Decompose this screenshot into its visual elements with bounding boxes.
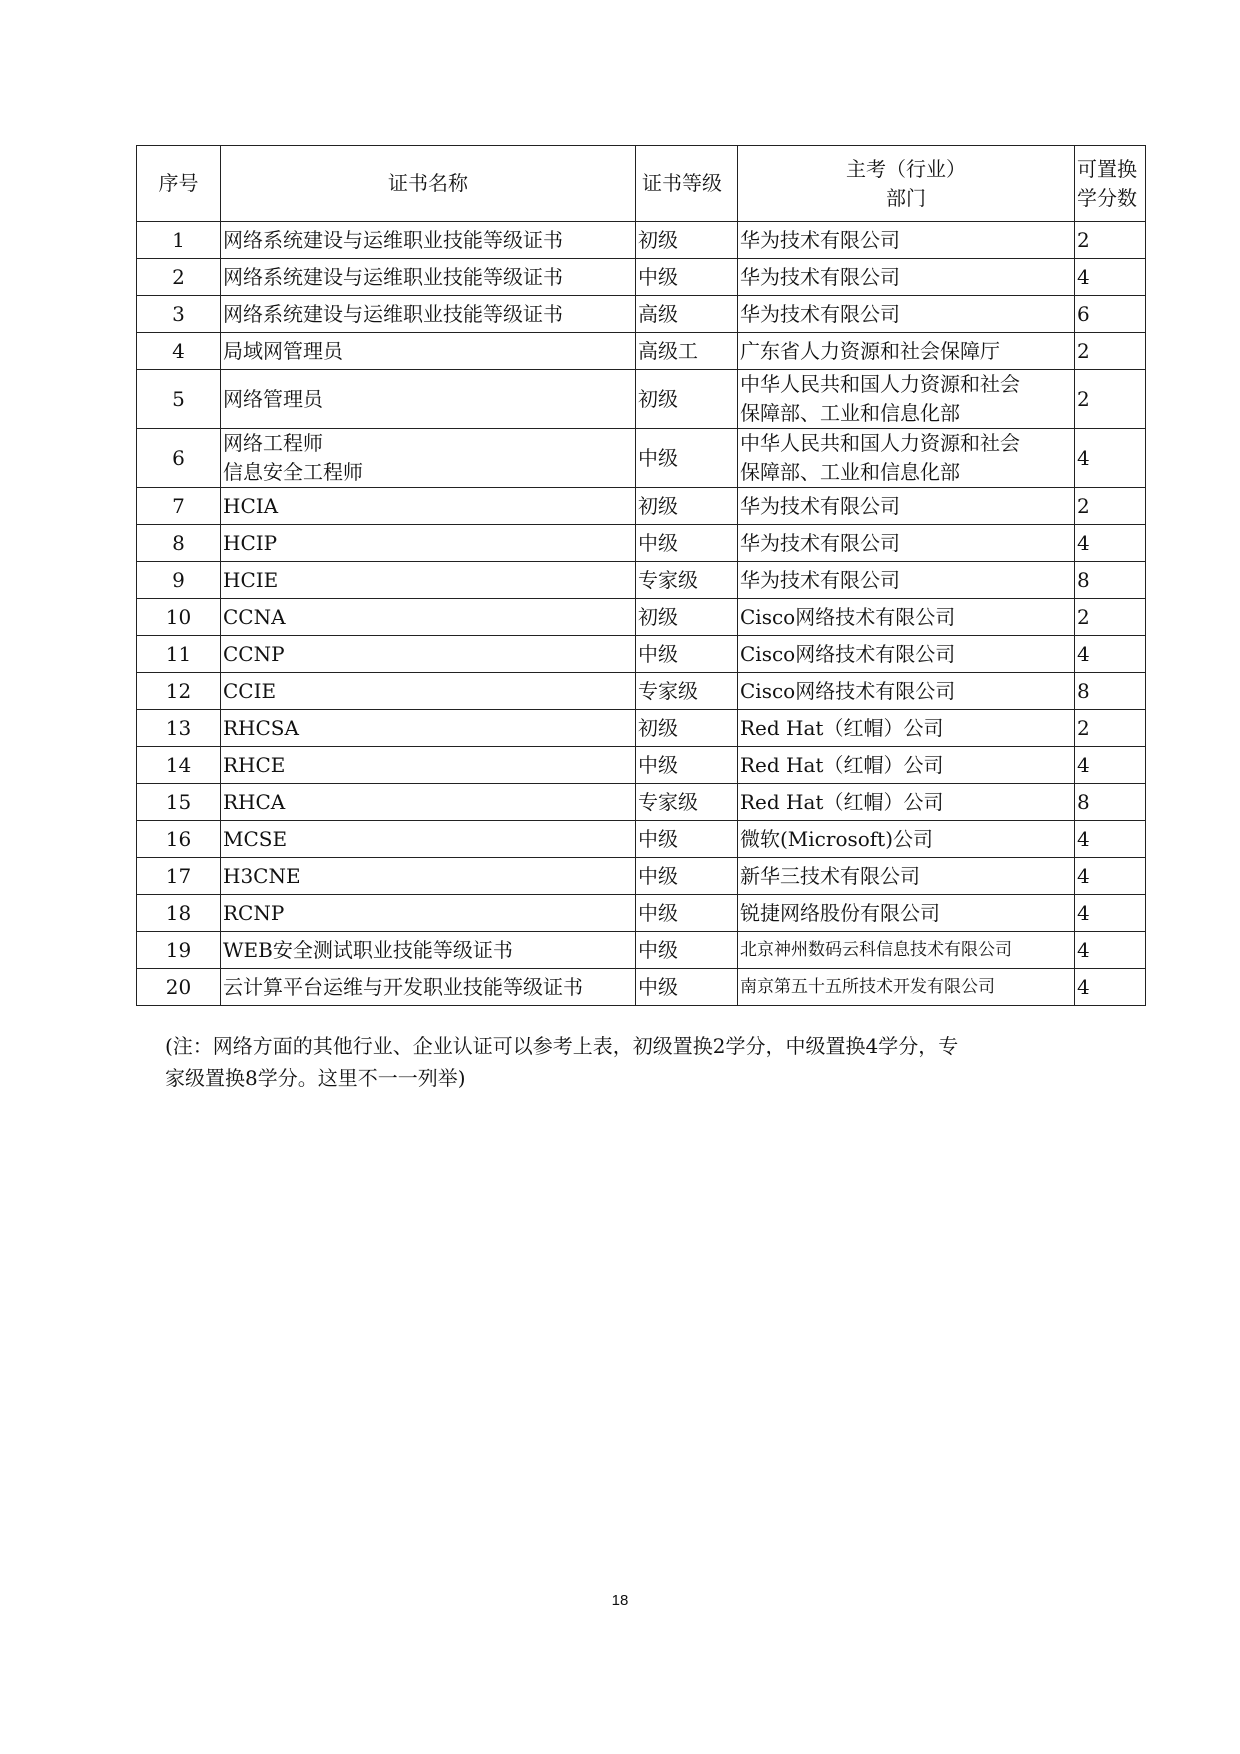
- dept-line: Cisco网络技术有限公司: [740, 604, 956, 629]
- page-number: 18: [611, 1592, 629, 1609]
- cell-credits: 2: [1075, 370, 1146, 429]
- cell-no: 1: [137, 222, 221, 259]
- cell-dept: [738, 747, 1075, 784]
- cell-cert-name: [221, 296, 636, 333]
- cell-cert-level: 中级: [636, 259, 738, 296]
- cell-credits: 6: [1075, 296, 1146, 333]
- cell-cert-name: [221, 858, 636, 895]
- cell-dept: [738, 673, 1075, 710]
- table-row: [137, 932, 1146, 969]
- cert-name-line: RCNP: [223, 900, 285, 925]
- cert-name-line: CCIE: [223, 678, 277, 703]
- table-row: [137, 296, 1146, 333]
- dept-line: Cisco网络技术有限公司: [740, 678, 956, 703]
- cell-cert-name: [221, 969, 636, 1006]
- cell-cert-level: 专家级: [636, 784, 738, 821]
- header-cert-name: 证书名称: [221, 146, 636, 222]
- cell-cert-level: 初级: [636, 488, 738, 525]
- cell-cert-level: 中级: [636, 821, 738, 858]
- certificate-table: [136, 145, 1146, 1006]
- cell-no: 6: [137, 429, 221, 488]
- cell-cert-name: [221, 932, 636, 969]
- dept-line: 中华人民共和国人力资源和社会: [740, 372, 1020, 396]
- cert-name-line: CCNA: [223, 604, 286, 629]
- cell-cert-name: [221, 636, 636, 673]
- cell-cert-name: [221, 895, 636, 932]
- dept-line: 北京神州数码云科信息技术有限公司: [740, 939, 1012, 960]
- cell-no: 2: [137, 259, 221, 296]
- cell-cert-level: 初级: [636, 370, 738, 429]
- cell-no: 8: [137, 525, 221, 562]
- cell-credits: 8: [1075, 673, 1146, 710]
- cell-cert-name: [221, 222, 636, 259]
- cell-credits: 8: [1075, 784, 1146, 821]
- cell-cert-level: 中级: [636, 895, 738, 932]
- dept-line: Cisco网络技术有限公司: [740, 641, 956, 666]
- cert-name-line: 网络系统建设与运维职业技能等级证书: [223, 301, 563, 326]
- cell-no: 10: [137, 599, 221, 636]
- cell-cert-name: [221, 710, 636, 747]
- header-dept-line1: 主考（行业）: [846, 156, 966, 181]
- cell-credits: 4: [1075, 858, 1146, 895]
- cell-cert-level: 中级: [636, 932, 738, 969]
- cell-cert-name: [221, 259, 636, 296]
- cell-cert-level: 初级: [636, 222, 738, 259]
- cert-name-line: 网络系统建设与运维职业技能等级证书: [223, 227, 563, 252]
- table-row: [137, 429, 1146, 488]
- cell-dept: [738, 599, 1075, 636]
- cell-credits: 4: [1075, 895, 1146, 932]
- cell-no: 19: [137, 932, 221, 969]
- cell-credits: 4: [1075, 969, 1146, 1006]
- cell-no: 17: [137, 858, 221, 895]
- cert-name-line: HCIA: [223, 493, 279, 518]
- cell-dept: [738, 429, 1075, 488]
- cell-dept: [738, 296, 1075, 333]
- dept-line: Red Hat（红帽）公司: [740, 752, 944, 777]
- cell-cert-level: 中级: [636, 525, 738, 562]
- dept-line: 华为技术有限公司: [740, 530, 900, 555]
- cell-no: 15: [137, 784, 221, 821]
- table-row: [137, 562, 1146, 599]
- cell-dept: [738, 821, 1075, 858]
- cell-dept: [738, 710, 1075, 747]
- dept-line: 新华三技术有限公司: [740, 863, 920, 888]
- dept-line: 微软(Microsoft)公司: [740, 826, 934, 851]
- cert-name-line: MCSE: [223, 826, 288, 851]
- dept-line: 华为技术有限公司: [740, 227, 900, 252]
- cell-cert-name: [221, 333, 636, 370]
- cert-name-line: CCNP: [223, 641, 285, 666]
- cell-credits: 2: [1075, 222, 1146, 259]
- cell-cert-name: [221, 562, 636, 599]
- table-header-row: [137, 146, 1146, 222]
- dept-line: 保障部、工业和信息化部: [740, 401, 960, 425]
- cell-dept: [738, 370, 1075, 429]
- cell-cert-name: [221, 784, 636, 821]
- header-dept: [738, 146, 1075, 222]
- table-row: [137, 599, 1146, 636]
- cell-dept: [738, 222, 1075, 259]
- note-line-1: (注：网络方面的其他行业、企业认证可以参考上表，初级置换2学分，中级置换4学分，专: [165, 1034, 959, 1058]
- cell-no: 7: [137, 488, 221, 525]
- table-row: [137, 710, 1146, 747]
- cell-cert-name: [221, 370, 636, 429]
- cell-no: 4: [137, 333, 221, 370]
- cell-dept: [738, 858, 1075, 895]
- cert-name-line: 信息安全工程师: [223, 460, 363, 484]
- cell-cert-level: 专家级: [636, 673, 738, 710]
- note-line-2: 家级置换8学分。这里不一一列举): [165, 1066, 466, 1090]
- cell-credits: 4: [1075, 429, 1146, 488]
- cell-cert-name: [221, 599, 636, 636]
- cell-cert-level: 中级: [636, 969, 738, 1006]
- cell-cert-level: 高级工: [636, 333, 738, 370]
- table-row: [137, 636, 1146, 673]
- cert-name-line: 网络管理员: [223, 386, 323, 411]
- cell-cert-level: 初级: [636, 710, 738, 747]
- dept-line: 中华人民共和国人力资源和社会: [740, 431, 1020, 455]
- cell-cert-name: [221, 747, 636, 784]
- dept-line: 华为技术有限公司: [740, 493, 900, 518]
- table-body: [137, 222, 1146, 1006]
- cell-cert-level: 中级: [636, 429, 738, 488]
- table-row: [137, 222, 1146, 259]
- dept-line: 华为技术有限公司: [740, 301, 900, 326]
- dept-line: 华为技术有限公司: [740, 264, 900, 289]
- cell-no: 16: [137, 821, 221, 858]
- cell-credits: 4: [1075, 636, 1146, 673]
- cert-name-line: 网络系统建设与运维职业技能等级证书: [223, 264, 563, 289]
- dept-line: 南京第五十五所技术开发有限公司: [740, 976, 995, 997]
- cell-credits: 8: [1075, 562, 1146, 599]
- cell-cert-level: 高级: [636, 296, 738, 333]
- table-row: [137, 895, 1146, 932]
- cell-dept: [738, 636, 1075, 673]
- dept-line: Red Hat（红帽）公司: [740, 789, 944, 814]
- cell-no: 9: [137, 562, 221, 599]
- cell-cert-name: [221, 429, 636, 488]
- cell-no: 11: [137, 636, 221, 673]
- cert-name-line: 网络工程师: [223, 431, 323, 455]
- dept-line: 广东省人力资源和社会保障厅: [740, 338, 1000, 363]
- table-row: [137, 821, 1146, 858]
- cert-name-line: WEB安全测试职业技能等级证书: [223, 937, 513, 962]
- cell-credits: 4: [1075, 259, 1146, 296]
- cell-credits: 2: [1075, 710, 1146, 747]
- cell-no: 18: [137, 895, 221, 932]
- cell-no: 5: [137, 370, 221, 429]
- cert-name-line: RHCE: [223, 752, 286, 777]
- header-credits-line2: 学分数: [1077, 185, 1137, 210]
- header-credits-line1: 可置换: [1077, 156, 1137, 181]
- cell-no: 13: [137, 710, 221, 747]
- table-row: [137, 488, 1146, 525]
- cell-dept: [738, 488, 1075, 525]
- cell-cert-level: 中级: [636, 858, 738, 895]
- cell-cert-name: [221, 525, 636, 562]
- table-row: [137, 673, 1146, 710]
- cell-no: 3: [137, 296, 221, 333]
- cell-dept: [738, 525, 1075, 562]
- header-cert-level: 证书等级: [636, 146, 738, 222]
- header-credits: [1075, 146, 1146, 222]
- cert-name-line: 局域网管理员: [223, 338, 343, 363]
- cell-dept: [738, 562, 1075, 599]
- dept-line: Red Hat（红帽）公司: [740, 715, 944, 740]
- cell-credits: 2: [1075, 333, 1146, 370]
- cell-credits: 4: [1075, 821, 1146, 858]
- cert-name-line: RHCSA: [223, 715, 299, 740]
- cell-no: 12: [137, 673, 221, 710]
- cert-name-line: RHCA: [223, 789, 286, 814]
- dept-line: 华为技术有限公司: [740, 567, 900, 592]
- table-row: [137, 370, 1146, 429]
- cert-name-line: HCIE: [223, 567, 279, 592]
- table-note: [165, 1030, 1085, 1094]
- table-row: [137, 259, 1146, 296]
- cell-dept: [738, 784, 1075, 821]
- cell-dept: [738, 969, 1075, 1006]
- cell-cert-name: [221, 821, 636, 858]
- cell-credits: 2: [1075, 599, 1146, 636]
- cell-dept: [738, 932, 1075, 969]
- table-row: [137, 969, 1146, 1006]
- table-row: [137, 525, 1146, 562]
- header-no: 序号: [137, 146, 221, 222]
- table-row: [137, 747, 1146, 784]
- cell-cert-level: 中级: [636, 747, 738, 784]
- cert-name-line: HCIP: [223, 530, 278, 555]
- dept-line: 锐捷网络股份有限公司: [740, 900, 940, 925]
- cell-cert-name: [221, 673, 636, 710]
- table-row: [137, 858, 1146, 895]
- cell-dept: [738, 333, 1075, 370]
- cell-credits: 2: [1075, 488, 1146, 525]
- header-dept-line2: 部门: [886, 185, 926, 210]
- cell-credits: 4: [1075, 932, 1146, 969]
- cell-cert-level: 初级: [636, 599, 738, 636]
- table-row: [137, 333, 1146, 370]
- cell-credits: 4: [1075, 747, 1146, 784]
- cell-credits: 4: [1075, 525, 1146, 562]
- dept-line: 保障部、工业和信息化部: [740, 460, 960, 484]
- cell-no: 14: [137, 747, 221, 784]
- cell-dept: [738, 259, 1075, 296]
- table-row: [137, 784, 1146, 821]
- cert-name-line: H3CNE: [223, 863, 301, 888]
- cell-dept: [738, 895, 1075, 932]
- cell-cert-level: 中级: [636, 636, 738, 673]
- cert-name-line: 云计算平台运维与开发职业技能等级证书: [223, 974, 583, 999]
- cell-no: 20: [137, 969, 221, 1006]
- cell-cert-level: 专家级: [636, 562, 738, 599]
- cell-cert-name: [221, 488, 636, 525]
